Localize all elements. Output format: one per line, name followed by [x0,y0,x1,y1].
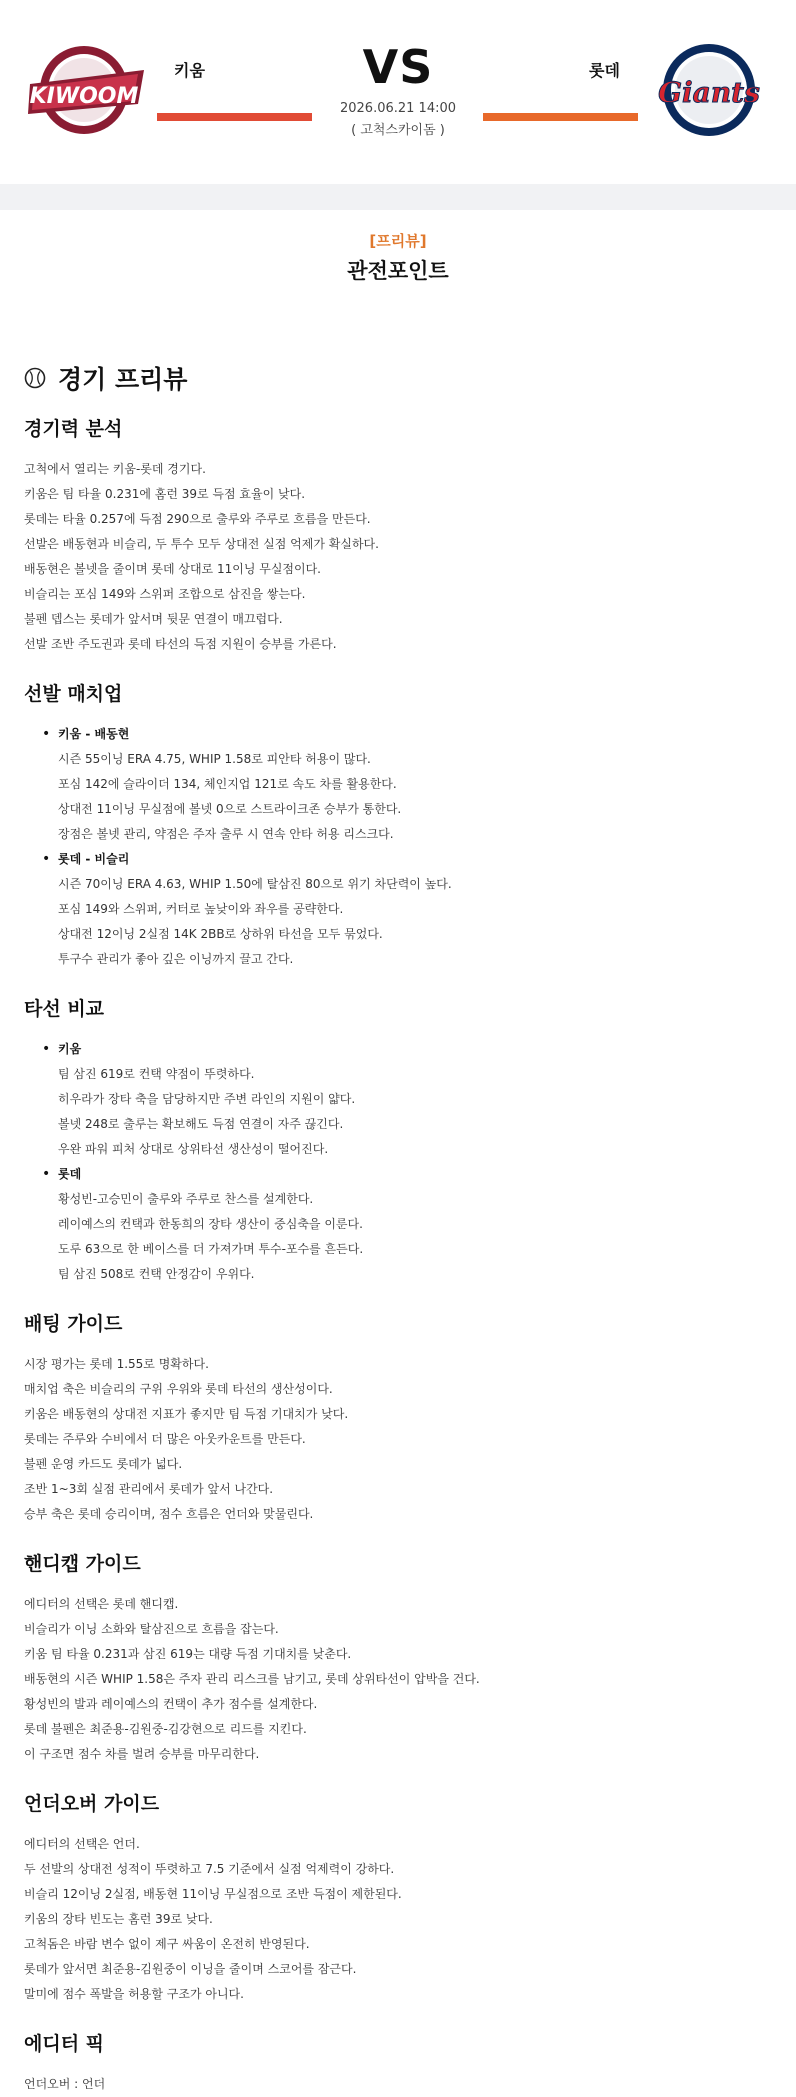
lineup-line: 황성빈-고승민이 출루와 주루로 찬스를 설계한다. [58,1192,314,1206]
section-title: 경기 프리뷰 [58,365,188,394]
away-team-name: 롯데 [589,61,620,80]
betting-line: 키움은 배동현의 상대전 지표가 좋지만 팀 득점 기대치가 낮다. [24,1407,349,1421]
list-item [58,1162,772,1287]
betting-line: 승부 축은 롯데 승리이며, 점수 흐름은 언더와 맞물린다. [24,1507,314,1521]
svg-text:KIWOOM: KIWOOM [29,84,139,109]
section-header [24,360,772,396]
preview-title-block [0,210,796,308]
preview-tag: [프리뷰] [369,232,427,250]
match-header [0,0,796,184]
pick-heading: 에디터 픽 [24,2033,105,2055]
overunder-line: 고척돔은 바람 변수 없이 제구 싸움이 온전히 반영된다. [24,1937,310,1951]
pitcher-line: 상대전 11이닝 무실점에 볼넷 0으로 스트라이크존 승부가 통한다. [58,802,402,816]
overunder-heading: 언더오버 가이드 [24,1793,160,1815]
pitcher-line: 시즌 70이닝 ERA 4.63, WHIP 1.50에 탈삼진 80으로 위기 차단력이 높다. [58,877,452,891]
article-content [0,360,796,2097]
overunder-line: 에디터의 선택은 언더. [24,1837,140,1851]
handicap-line: 비슬리가 이닝 소화와 탈삼진으로 흐름을 잡는다. [24,1622,279,1636]
header-divider-band [0,184,796,210]
lineup-line: 히우라가 장타 축을 담당하지만 주변 라인의 지원이 얇다. [58,1092,356,1106]
analysis-line: 불펜 뎁스는 롯데가 앞서며 뒷문 연결이 매끄럽다. [24,612,283,626]
betting-line: 시장 평가는 롯데 1.55로 명확하다. [24,1357,209,1371]
list-item [58,1037,772,1162]
match-datetime: 2026.06.21 14:00 [339,101,457,116]
pitcher-line: 상대전 12이닝 2실점 14K 2BB로 상하위 타선을 모두 묶었다. [58,927,383,941]
lotte-giants-logo [649,40,769,140]
handicap-line: 에디터의 선택은 롯데 핸디캡. [24,1597,179,1611]
list-item [58,847,772,972]
pitcher-line: 포심 142에 슬라이더 134, 체인지업 121로 속도 차를 활용한다. [58,777,397,791]
match-venue: ( 고척스카이돔 ) [351,123,445,138]
starters-heading: 선발 매치업 [24,683,123,705]
betting-heading: 배팅 가이드 [24,1313,123,1335]
analysis-line: 선발은 배동현과 비슬리, 두 투수 모두 상대전 실점 억제가 확실하다. [24,537,379,551]
away-team-bar [483,113,638,121]
analysis-heading: 경기력 분석 [24,418,123,440]
pick-body [24,2072,772,2097]
pitcher-line: 장점은 볼넷 관리, 약점은 주자 출루 시 연속 안타 허용 리스크다. [58,827,394,841]
pitcher-label-away: • 롯데 - 비슬리 [58,852,130,866]
betting-line: 조반 1~3회 실점 관리에서 롯데가 앞서 나간다. [24,1482,274,1496]
betting-line: 롯데는 주루와 수비에서 더 많은 아웃카운트를 만든다. [24,1432,306,1446]
lineup-line: 팀 삼진 619로 컨택 약점이 뚜렷하다. [58,1067,255,1081]
handicap-line: 롯데 불펜은 최준용-김원중-김강현으로 리드를 지킨다. [24,1722,307,1736]
lineup-line: 레이예스의 컨택과 한동희의 장타 생산이 중심축을 이룬다. [58,1217,363,1231]
analysis-line: 고척에서 열리는 키움-롯데 경기다. [24,462,206,476]
baseball-icon [24,367,46,389]
svg-text:Giants: Giants [658,76,760,109]
analysis-line: 비슬리는 포심 149와 스위퍼 조합으로 삼진을 쌓는다. [24,587,306,601]
lineup-line: 볼넷 248로 출루는 확보해도 득점 연결이 자주 끊긴다. [58,1117,344,1131]
analysis-line: 선발 조반 주도권과 롯데 타선의 득점 지원이 승부를 가른다. [24,637,337,651]
overunder-line: 말미에 점수 폭발을 허용할 구조가 아니다. [24,1987,244,2001]
overunder-line: 키움의 장타 빈도는 홈런 39로 낮다. [24,1912,213,1926]
handicap-line: 키움 팀 타율 0.231과 삼진 619는 대량 득점 기대치를 낮춘다. [24,1647,352,1661]
handicap-heading: 핸디캡 가이드 [24,1553,141,1575]
lineup-list [24,1037,772,1287]
vs-label: VS [362,40,434,94]
pitcher-line: 투구수 관리가 좋아 깊은 이닝까지 끌고 간다. [58,952,294,966]
handicap-line: 배동현의 시즌 WHIP 1.58은 주자 관리 리스크를 남기고, 롯데 상위타선이 압박을 건다. [24,1672,480,1686]
overunder-body [24,1832,772,2007]
betting-line: 매치업 축은 비슬리의 구위 우위와 롯데 타선의 생산성이다. [24,1382,333,1396]
handicap-line: 황성빈의 발과 레이예스의 컨택이 추가 점수를 설계한다. [24,1697,318,1711]
analysis-body [24,457,772,657]
overunder-line: 두 선발의 상대전 성적이 뚜렷하고 7.5 기준에서 실점 억제력이 강하다. [24,1862,395,1876]
lineup-line: 우완 파워 피처 상대로 상위타선 생산성이 떨어진다. [58,1142,329,1156]
lineup-line: 도루 63으로 한 베이스를 더 가져가며 투수-포수를 흔든다. [58,1242,364,1256]
lineup-heading: 타선 비교 [24,998,105,1020]
betting-line: 불펜 운영 카드도 롯데가 넓다. [24,1457,183,1471]
overunder-line: 롯데가 앞서면 최준용-김원중이 이닝을 줄이며 스코어를 잠근다. [24,1962,357,1976]
analysis-line: 키움은 팀 타율 0.231에 홈런 39로 득점 효율이 낮다. [24,487,306,501]
starters-list [24,722,772,972]
handicap-body [24,1592,772,1767]
pitcher-line: 시즌 55이닝 ERA 4.75, WHIP 1.58로 피안타 허용이 많다. [58,752,371,766]
betting-body [24,1352,772,1527]
pick-line: 언더오버 : 언더 [24,2077,106,2091]
list-item [58,722,772,847]
preview-title: 관전포인트 [347,259,449,283]
pitcher-line: 포심 149와 스위퍼, 커터로 높낮이와 좌우를 공략한다. [58,902,344,916]
analysis-line: 롯데는 타율 0.257에 득점 290으로 출루와 주루로 흐름을 만든다. [24,512,371,526]
lineup-label-home: • 키움 [58,1042,82,1056]
pitcher-label-home: • 키움 - 배동현 [58,727,130,741]
home-team-name: 키움 [174,61,205,80]
handicap-line: 이 구조면 점수 차를 벌려 승부를 마무리한다. [24,1747,260,1761]
lineup-label-away: • 롯데 [58,1167,82,1181]
lineup-line: 팀 삼진 508로 컨택 안정감이 우위다. [58,1267,255,1281]
overunder-line: 비슬리 12이닝 2실점, 배동현 11이닝 무실점으로 조반 득점이 제한된다. [24,1887,402,1901]
analysis-line: 배동현은 볼넷을 줄이며 롯데 상대로 11이닝 무실점이다. [24,562,321,576]
